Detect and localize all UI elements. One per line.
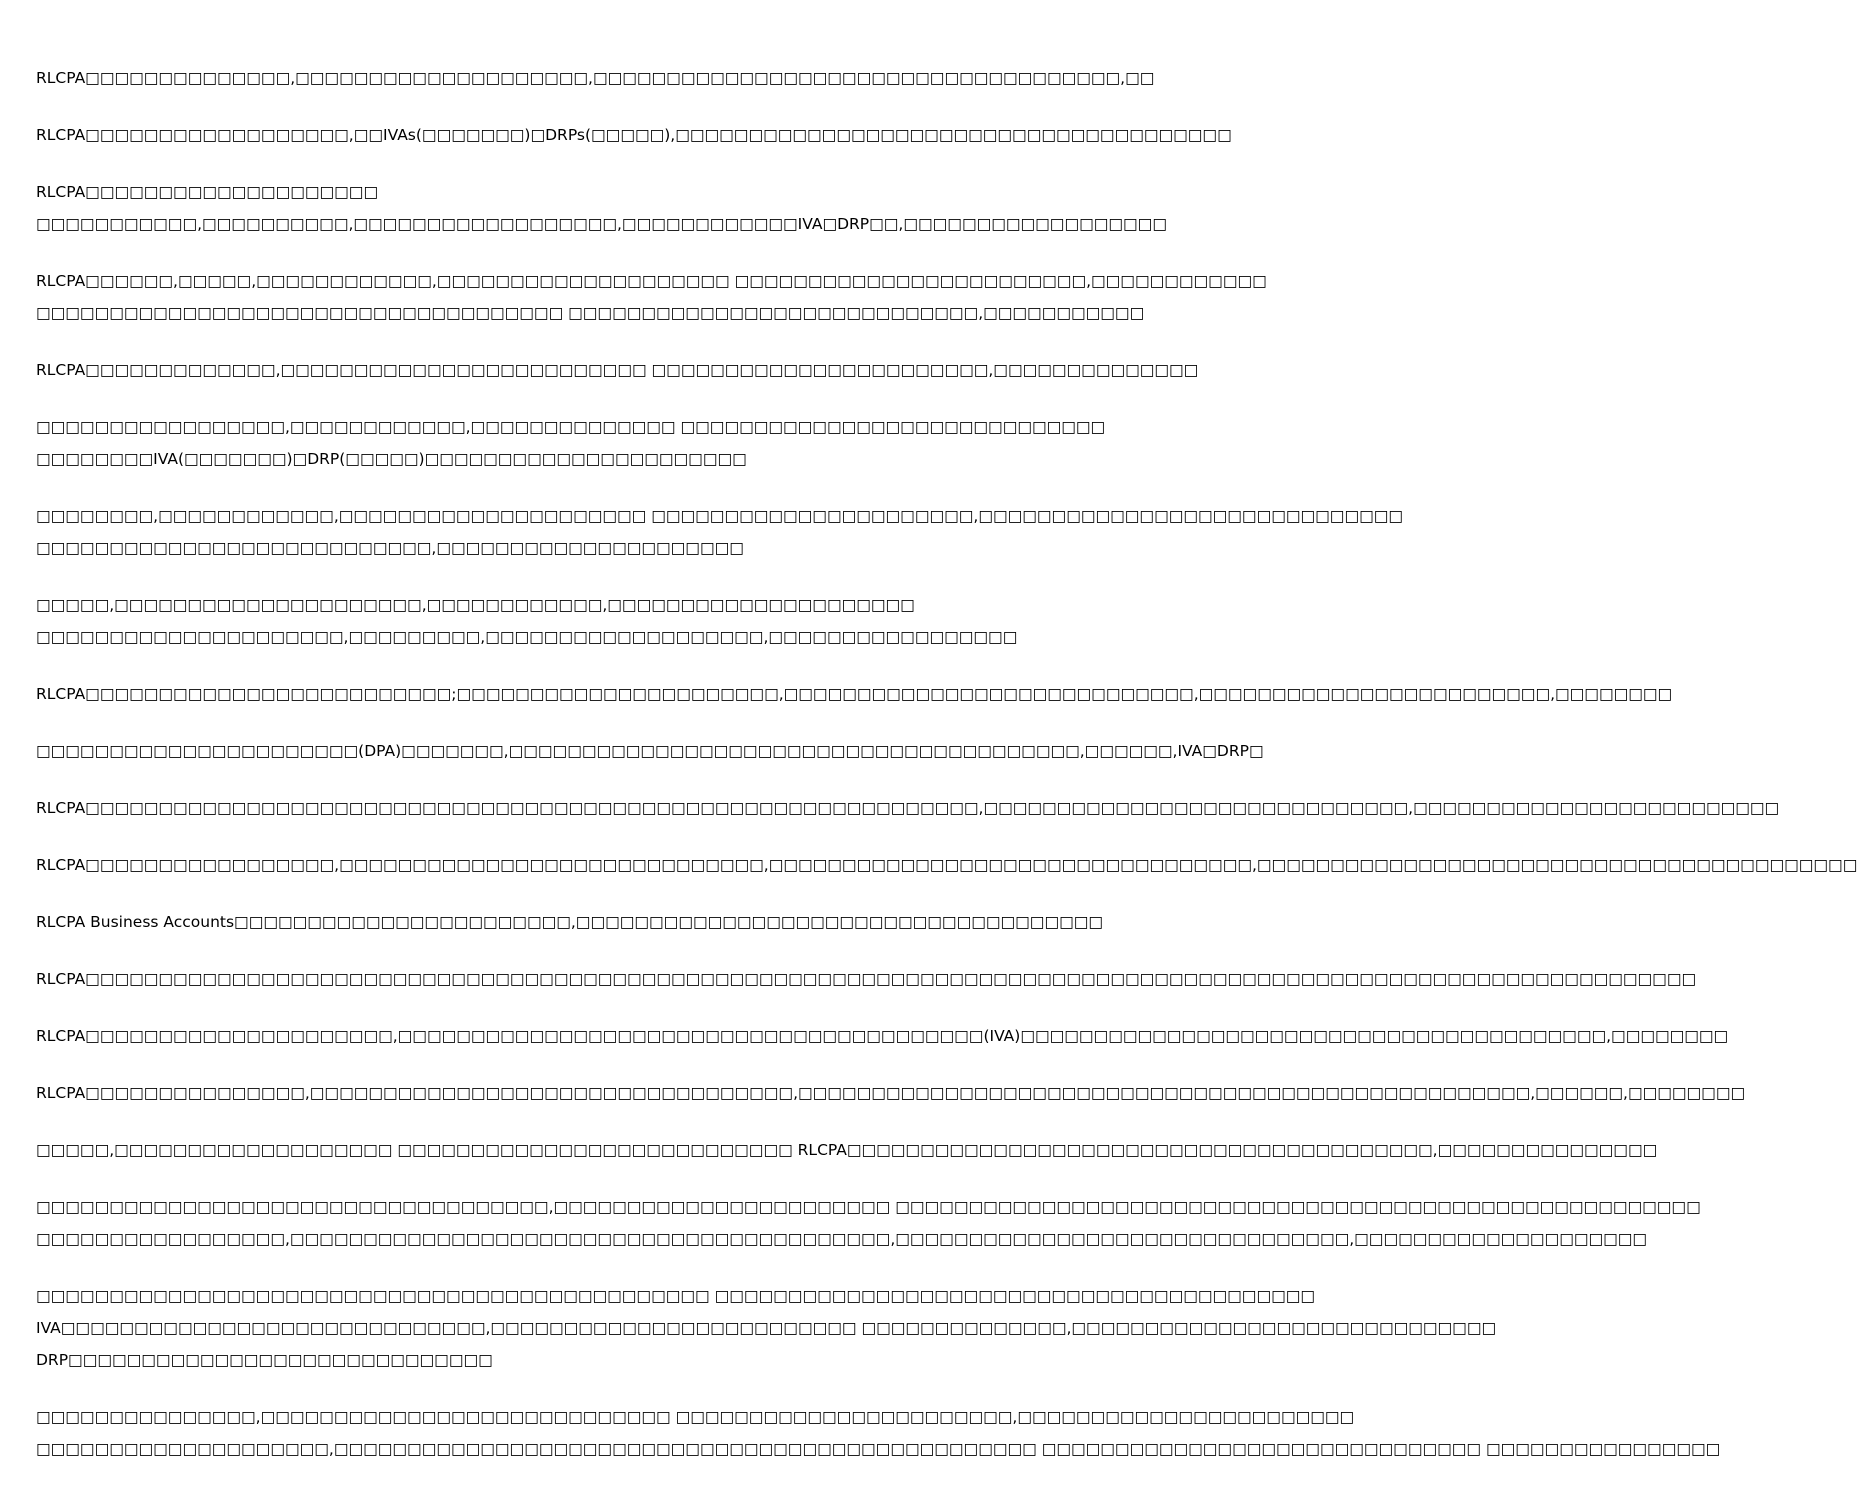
paragraph: [36, 119, 1232, 151]
paragraph: [36, 1401, 1721, 1465]
paragraph-line: □□□□□□□□□□□□□□□□□,□□□□□□□□□□□□□□□□□□□□□□□□□□□□□□□□□□□□□□□□□,□□□□□□□□□□□□□□□□□□□□□□□□□□□□□□□,□□□□□□□□□□□□□□□□□□□□: [36, 1230, 1648, 1248]
paragraph-line: □□□□□,□□□□□□□□□□□□□□□□□□□□□,□□□□□□□□□□□□,□□□□□□□□□□□□□□□□□□□□□: [36, 596, 915, 614]
paragraph: [36, 1077, 1746, 1109]
paragraph: [36, 500, 1404, 564]
paragraph-line: □□□□□□□□□□□,□□□□□□□□□□,□□□□□□□□□□□□□□□□□□,□□□□□□□□□□□□IVA□DRP□□,□□□□□□□□□□□□□□□□□□: [36, 215, 1167, 233]
paragraph-line: RLCPA Business Accounts□□□□□□□□□□□□□□□□□□□□□□□,□□□□□□□□□□□□□□□□□□□□□□□□□□□□□□□□□□□□: [36, 913, 1104, 931]
paragraph-line: RLCPA□□□□□□□□□□□□□□□□□□□□□□□□□□□□□□□□□□□□□□□□□□□□□□□□□□□□□□□□□□□□□,□□□□□□□□□□□□□□□□□□□□□□□□□□□□□,□□□□□□□□□□□□□□□□□□□□□□□□□: [36, 799, 1780, 817]
paragraph-line: □□□□□□□□□□□□□□□□□□□□□□□□□□□□□□□□□□□,□□□□□□□□□□□□□□□□□□□□□□□ □□□□□□□□□□□□□□□□□□□□□□□□□□□□□□□□□□□□□□□□□□□□□□□□□□□□□□□: [36, 1198, 1701, 1216]
paragraph-line: RLCPA□□□□□□□□□□□□□□□,□□□□□□□□□□□□□□□□□□□□□□□□□□□□□□□□□,□□□□□□□□□□□□□□□□□□□□□□□□□□□□□□□□□□□□□□□□□□□□□□□□□□,□□□□□□,□□□□□□□□: [36, 1084, 1746, 1102]
paragraph-line: RLCPA□□□□□□,□□□□□,□□□□□□□□□□□□,□□□□□□□□□□□□□□□□□□□□ □□□□□□□□□□□□□□□□□□□□□□□□,□□□□□□□□□□□□: [36, 272, 1267, 290]
paragraph: [36, 589, 1018, 653]
paragraph: [36, 963, 1697, 995]
paragraph-line: RLCPA□□□□□□□□□□□□□,□□□□□□□□□□□□□□□□□□□□□□□□□ □□□□□□□□□□□□□□□□□□□□□□□,□□□□□□□□□□□□□□: [36, 361, 1199, 379]
paragraph: [36, 354, 1199, 386]
paragraph: [36, 1280, 1497, 1376]
paragraph-line: □□□□□□□□IVA(□□□□□□□)□DRP(□□□□□)□□□□□□□□□□□□□□□□□□□□□□: [36, 450, 747, 468]
document-body: [36, 62, 1857, 1490]
paragraph: [36, 1134, 1658, 1166]
paragraph-line: □□□□□□□□□□□□□□□□□,□□□□□□□□□□□□,□□□□□□□□□□□□□□ □□□□□□□□□□□□□□□□□□□□□□□□□□□□□: [36, 418, 1106, 436]
paragraph-line: RLCPA□□□□□□□□□□□□□□,□□□□□□□□□□□□□□□□□□□□,□□□□□□□□□□□□□□□□□□□□□□□□□□□□□□□□□□□□,□□: [36, 69, 1155, 87]
paragraph-line: □□□□□□□□,□□□□□□□□□□□□,□□□□□□□□□□□□□□□□□□□□□ □□□□□□□□□□□□□□□□□□□□□□,□□□□□□□□□□□□□□□□□□□□□□□□□□□□□: [36, 507, 1404, 525]
paragraph-line: □□□□□□□□□□□□□□□□□□□□□□□□□□□□□□□□□□□□ □□□□□□□□□□□□□□□□□□□□□□□□□□□□,□□□□□□□□□□□: [36, 304, 1145, 322]
paragraph-line: □□□□□,□□□□□□□□□□□□□□□□□□□ □□□□□□□□□□□□□□□□□□□□□□□□□□□ RLCPA□□□□□□□□□□□□□□□□□□□□□□□□□□□□□□□□□□□□□□□□,□□□□□□□□□□□□□□□: [36, 1141, 1658, 1159]
paragraph-line: DRP□□□□□□□□□□□□□□□□□□□□□□□□□□□□□: [36, 1351, 493, 1369]
paragraph-line: RLCPA□□□□□□□□□□□□□□□□□□□□: [36, 183, 379, 201]
paragraph-line: RLCPA□□□□□□□□□□□□□□□□□□,□□IVAs(□□□□□□□)□DRPs(□□□□□),□□□□□□□□□□□□□□□□□□□□□□□□□□□□□□□□□□□□□□: [36, 126, 1232, 144]
paragraph: [36, 62, 1155, 94]
paragraph-line: □□□□□□□□□□□□□□□□□□□□□,□□□□□□□□□,□□□□□□□□□□□□□□□□□□□,□□□□□□□□□□□□□□□□□: [36, 628, 1018, 646]
paragraph: [36, 176, 1167, 240]
paragraph: [36, 1191, 1701, 1255]
paragraph-line: IVA□□□□□□□□□□□□□□□□□□□□□□□□□□□□□,□□□□□□□□□□□□□□□□□□□□□□□□□ □□□□□□□□□□□□□□,□□□□□□□□□□□□□□□□□□□□□□□□□□□□□: [36, 1319, 1497, 1337]
paragraph-line: □□□□□□□□□□□□□□□,□□□□□□□□□□□□□□□□□□□□□□□□□□□□ □□□□□□□□□□□□□□□□□□□□□□□,□□□□□□□□□□□□□□□□□□□□□□□: [36, 1408, 1355, 1426]
paragraph: [36, 906, 1104, 938]
paragraph-line: □□□□□□□□□□□□□□□□□□□□□□□□□□□,□□□□□□□□□□□□□□□□□□□□□: [36, 539, 744, 557]
paragraph-line: □□□□□□□□□□□□□□□□□□□□□□□□□□□□□□□□□□□□□□□□□□□□□□ □□□□□□□□□□□□□□□□□□□□□□□□□□□□□□□□□□□□□□□□□: [36, 1287, 1316, 1305]
paragraph-line: RLCPA□□□□□□□□□□□□□□□□□□□□□□□□□;□□□□□□□□□□□□□□□□□□□□□□,□□□□□□□□□□□□□□□□□□□□□□□□□□□□,□□□□□□□□□□□□□□□□□□□□□□□□,□□□□□□□□: [36, 685, 1673, 703]
paragraph: [36, 1020, 1729, 1052]
paragraph: [36, 411, 1106, 475]
paragraph: [36, 849, 1857, 881]
paragraph-line: RLCPA□□□□□□□□□□□□□□□□□□□□□,□□□□□□□□□□□□□□□□□□□□□□□□□□□□□□□□□□□□□□□□(IVA)□□□□□□□□□□□□□□□□□□□□□□□□□□□□□□□□□□□□□□□□,□□□□□□□□: [36, 1027, 1729, 1045]
paragraph-line: RLCPA□□□□□□□□□□□□□□□□□□□□□□□□□□□□□□□□□□□□□□□□□□□□□□□□□□□□□□□□□□□□□□□□□□□□□□□□□□□□□□□□□□□□□□□□□□□□□□□□□□□□□□□□□□□□□□: [36, 970, 1697, 988]
paragraph: [36, 735, 1264, 767]
paragraph-line: □□□□□□□□□□□□□□□□□□□□,□□□□□□□□□□□□□□□□□□□□□□□□□□□□□□□□□□□□□□□□□□□□□□□□ □□□□□□□□□□□□□□□□□□□□□□□□□□□□□□ □□□□□□□□□□□□□□□□: [36, 1440, 1721, 1458]
paragraph: [36, 265, 1267, 329]
paragraph-line: □□□□□□□□□□□□□□□□□□□□□□(DPA)□□□□□□□,□□□□□□□□□□□□□□□□□□□□□□□□□□□□□□□□□□□□□□□,□□□□□□,IVA□DRP□: [36, 742, 1264, 760]
paragraph-line: RLCPA□□□□□□□□□□□□□□□□□,□□□□□□□□□□□□□□□□□□□□□□□□□□□□□,□□□□□□□□□□□□□□□□□□□□□□□□□□□□□□□□□,□□□□□□□□□□□□□□□□□□□□□□□□□□□□□□□□□□□□□□□□□: [36, 856, 1857, 874]
paragraph: [36, 678, 1673, 710]
paragraph: [36, 792, 1780, 824]
